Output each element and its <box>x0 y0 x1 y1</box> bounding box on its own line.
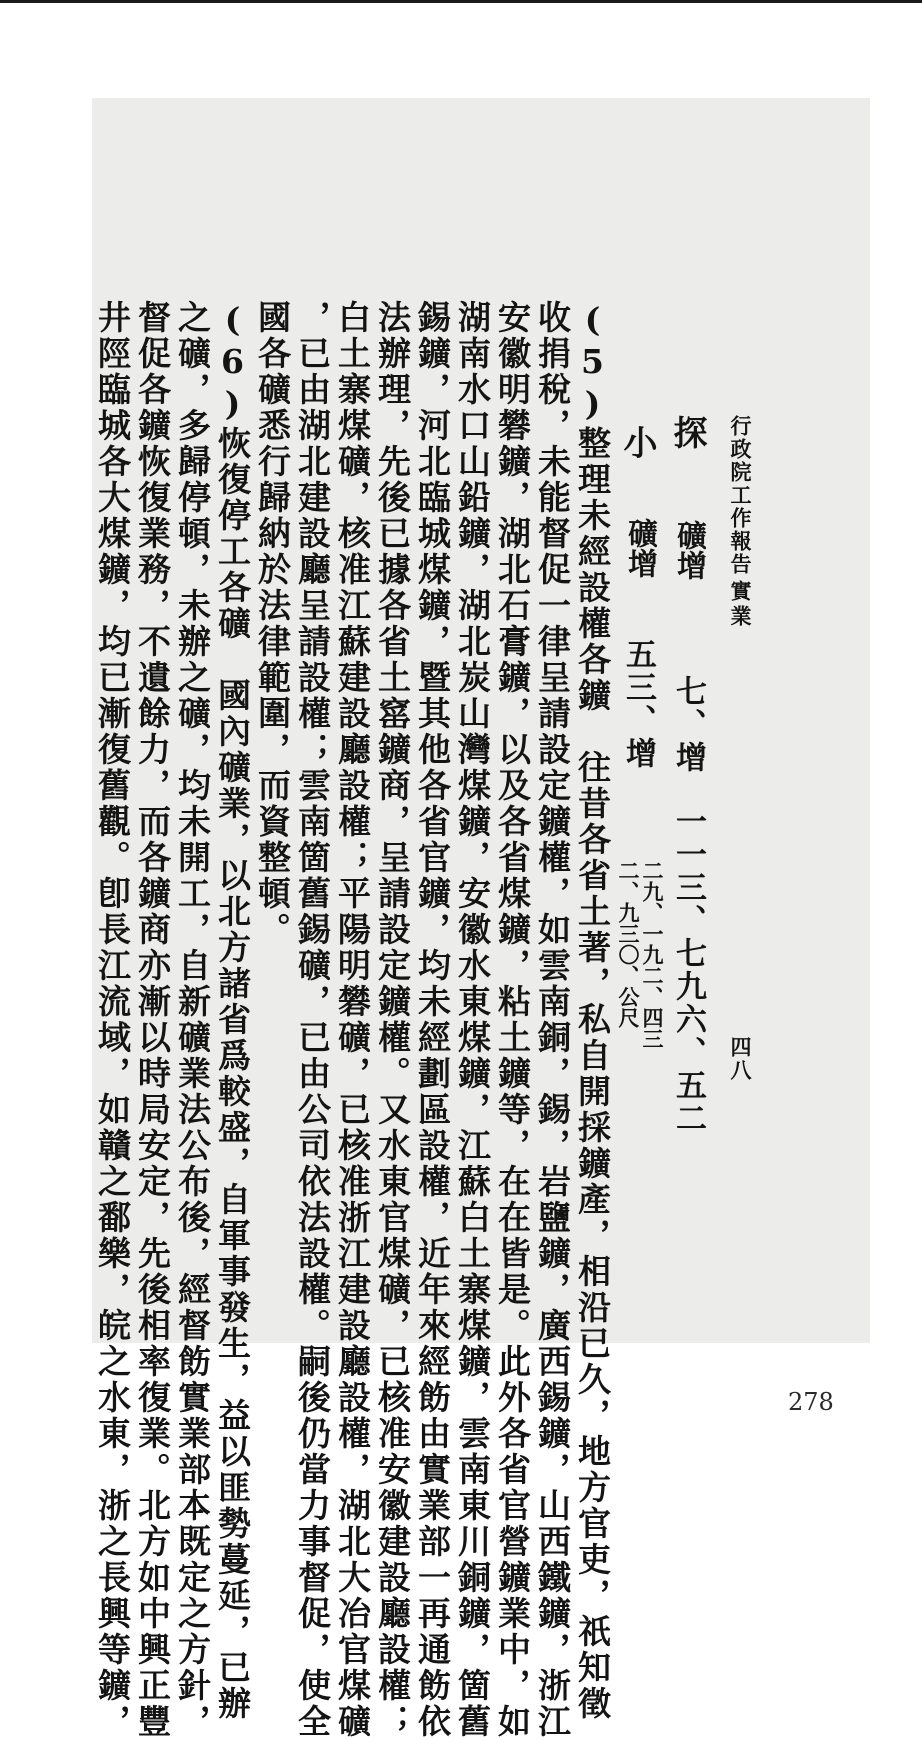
text-column-12: 督促各鑛恢復業務，不遺餘力，而各鑛商亦漸以時局安定，先後相率復業。北方如中興正豐 <box>133 300 172 1740</box>
text-column-8: ，已由湖北建設廳呈請設權；雲南箇舊錫礦，已由公司依法設權。嗣後仍當力事督促，使全 <box>293 300 332 1740</box>
table-row2-count: 五三、增 <box>620 638 656 770</box>
text-column-11: 之礦，多歸停頓，未辦之礦，均未開工，自新礦業法公布後，經督飭實業部本既定之方針， <box>173 300 212 1740</box>
text-column-13: 井陘臨城各大煤鑛，均已漸復舊觀。卽長江流域，如贛之鄱樂，皖之水東，浙之長興等鑛， <box>93 300 132 1740</box>
table-row1-sub: 礦增 <box>671 520 706 580</box>
text-column-6: 法辦理，先後已據各省土窰鑛商，呈請設定鑛權。又水東官煤礦，已核准安徽建設廳設權； <box>373 300 412 1740</box>
table-row2-area-a: 二九、一九二、四三 <box>640 860 665 1049</box>
text-column-3: 安徽明礬鑛，湖北石膏鑛，以及各省煤鑛，粘土鑛等，在在皆是。此外各省官營鑛業中，如 <box>493 300 532 1740</box>
table-row1-label: 探 <box>667 415 707 449</box>
page-number: 278 <box>788 1388 834 1416</box>
text-column-2: 收捐稅，未能督促一律呈請設定鑛權，如雲南銅，錫，岩鹽鑛，廣西錫鑛，山西鐵鑛，浙江 <box>533 300 572 1740</box>
running-title: 行政院工作報告 <box>728 415 753 576</box>
text-column-10: (6)恢復停工各礦 國內礦業，以北方諸省爲較盛，自軍事發生，益以匪勢蔓延，已辦 <box>213 300 252 1722</box>
table-row1-count: 七、增 <box>670 675 706 774</box>
top-border <box>0 0 922 3</box>
table-row2-label: 小 <box>617 425 657 459</box>
table-row2-sub: 礦增 <box>622 518 657 578</box>
text-column-7: 白土寨煤礦，核准江蘇建設廳設權；平陽明礬礦，已核准浙江建設廳設權，湖北大冶官煤礦 <box>333 300 372 1740</box>
text-column-5: 錫鑛，河北臨城煤鑛，暨其他各省官鑛，均未經劃區設權，近年來經飭由實業部一再通飭依 <box>413 300 452 1740</box>
text-column-1: (5)整理未經設權各鑛 往昔各省土著，私自開採鑛產，相沿已久，地方官吏，祇知徵 <box>573 300 612 1722</box>
text-column-4: 湖南水口山鉛鑛，湖北炭山灣煤鑛，安徽水東煤鑛，江蘇白土寨煤鑛，雲南東川銅鑛，箇舊 <box>453 300 492 1740</box>
section-name: 實業 <box>728 580 753 630</box>
table-row2-area-b: 二、九三〇、公尺 <box>616 860 641 1028</box>
original-page-number: 四八 <box>728 1036 753 1082</box>
text-column-9: 國各礦悉行歸納於法律範圍，而資整頓。 <box>253 300 292 948</box>
table-row1-area: 一一三、七九六、五二 <box>670 805 706 1135</box>
